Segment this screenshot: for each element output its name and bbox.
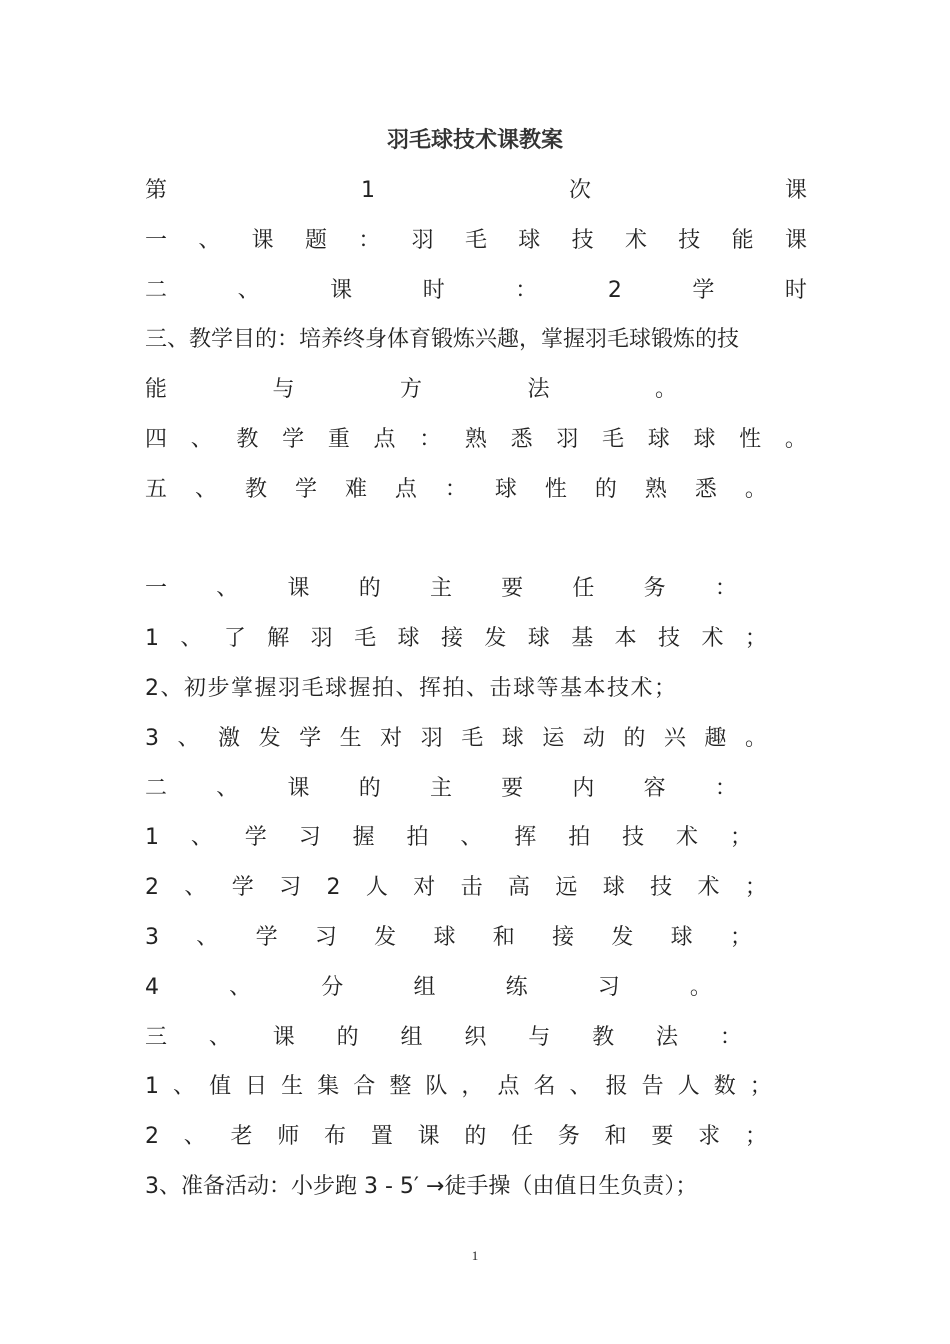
line-token: 对: [380, 725, 403, 751]
document-line: [145, 224, 807, 258]
line-token: 第: [145, 178, 168, 203]
line-token: 、: [460, 825, 483, 851]
line-token: 、: [183, 1124, 206, 1150]
line-token: 数: [713, 1074, 736, 1100]
line-token: 学: [231, 875, 254, 901]
line-token: 球: [501, 725, 524, 751]
line-token: 组: [413, 974, 436, 1000]
line-token: 主: [429, 576, 452, 602]
line-token: 兴: [663, 725, 686, 751]
line-token: 的: [336, 1024, 359, 1050]
line-token: 球: [494, 476, 517, 502]
line-token: 能: [145, 377, 168, 403]
line-token: 术: [701, 626, 724, 652]
line-token: 组: [400, 1024, 423, 1050]
line-token: 性: [739, 427, 762, 452]
line-token: 接: [440, 626, 463, 652]
line-token: 重: [327, 427, 350, 452]
line-token: 容: [643, 775, 666, 801]
document-line: 三、教学目的：培养终身体育锻炼兴趣，掌握羽毛球锻炼的技: [145, 327, 740, 353]
page-number: 1: [471, 1248, 479, 1263]
line-token: 习: [298, 825, 321, 851]
line-token: 技: [678, 227, 701, 253]
line-token: 、: [184, 875, 207, 901]
document-line: [145, 1021, 742, 1055]
line-token: 求: [698, 1124, 721, 1150]
line-token: 时: [422, 277, 445, 303]
line-token: 。: [744, 725, 767, 751]
line-token: 羽: [420, 725, 443, 751]
line-token: 和: [604, 1124, 627, 1150]
line-token: 技: [658, 626, 681, 652]
line-token: 羽: [411, 227, 434, 253]
line-token: 次: [568, 178, 591, 203]
line-token: 悉: [510, 427, 533, 452]
line-token: 要: [501, 775, 524, 801]
line-token: ，: [461, 1074, 484, 1100]
line-token: 击: [460, 875, 483, 901]
line-token: 务: [643, 576, 666, 602]
document-line: [145, 373, 677, 407]
line-token: 、: [208, 1024, 231, 1050]
line-token: 。: [784, 427, 807, 452]
line-token: 一: [145, 576, 168, 602]
line-token: 。: [654, 377, 677, 403]
line-token: 师: [277, 1124, 300, 1150]
line-token: 课: [287, 576, 310, 602]
line-token: 球: [602, 875, 625, 901]
line-token: 挥: [514, 825, 537, 851]
line-token: 课: [330, 277, 353, 303]
line-token: 集: [317, 1074, 340, 1100]
line-token: 、: [237, 277, 260, 303]
line-token: 要: [651, 1124, 674, 1150]
document-title: 羽毛球技术课教案: [386, 128, 563, 153]
line-token: 值: [209, 1074, 232, 1100]
line-token: 教: [592, 1024, 615, 1050]
line-token: 队: [425, 1074, 448, 1100]
line-token: 趣: [704, 725, 727, 751]
line-token: 、: [216, 775, 239, 801]
line-token: 悉: [694, 476, 717, 502]
line-token: 习: [597, 974, 620, 1000]
line-token: ：: [714, 576, 737, 602]
line-token: 的: [358, 576, 381, 602]
document-line: [145, 473, 767, 507]
line-token: 人: [365, 875, 388, 901]
line-token: 、: [216, 576, 239, 602]
line-token: 2: [326, 875, 341, 901]
document-line: [145, 274, 807, 308]
line-token: 球: [433, 925, 456, 950]
line-token: 习: [279, 875, 302, 901]
line-token: 。: [689, 974, 712, 1000]
line-token: ：: [515, 277, 538, 303]
line-token: 基: [571, 626, 594, 652]
line-token: 人: [677, 1074, 700, 1100]
line-token: 球: [647, 427, 670, 452]
line-token: ：: [358, 227, 381, 253]
line-token: 生: [281, 1074, 304, 1100]
line-token: 、: [190, 427, 213, 452]
line-token: 。: [744, 476, 767, 502]
line-token: ：: [419, 427, 442, 452]
line-token: 球: [527, 626, 550, 652]
line-token: 老: [230, 1124, 253, 1150]
line-token: 拍: [568, 825, 591, 851]
line-token: 与: [272, 377, 295, 403]
line-token: 1: [145, 1074, 159, 1100]
line-token: 握: [352, 825, 375, 851]
document-line: [145, 423, 807, 457]
line-token: 2: [145, 1124, 159, 1150]
line-token: 2: [145, 875, 159, 901]
line-token: 名: [533, 1074, 556, 1100]
line-token: 解: [267, 626, 290, 652]
line-token: 了: [223, 626, 246, 652]
document-line: [145, 772, 737, 806]
line-token: 、: [177, 725, 200, 751]
line-token: 性: [544, 476, 567, 502]
document-line: [145, 572, 737, 606]
line-token: 熟: [644, 476, 667, 502]
line-token: 球: [518, 227, 541, 253]
line-token: 整: [389, 1074, 412, 1100]
line-token: 发: [484, 626, 507, 652]
document-line: [145, 871, 767, 905]
line-token: 高: [507, 875, 530, 901]
line-token: 主: [429, 775, 452, 801]
line-token: 、: [180, 626, 203, 652]
line-token: 置: [370, 1124, 393, 1150]
line-token: 任: [511, 1124, 534, 1150]
line-token: 球: [693, 427, 716, 452]
line-token: 点: [394, 476, 417, 502]
line-token: 熟: [464, 427, 487, 452]
line-token: 法: [527, 377, 550, 403]
line-token: 生: [339, 725, 362, 751]
line-token: 课: [784, 178, 807, 203]
line-token: 一: [145, 227, 168, 253]
document-line: [145, 921, 752, 955]
line-token: 技: [650, 875, 673, 901]
line-token: ：: [719, 1024, 742, 1050]
line-token: 报: [605, 1074, 628, 1100]
line-token: 时: [784, 277, 807, 303]
line-token: 1: [361, 178, 375, 203]
line-token: 羽: [556, 427, 579, 452]
document-line: [145, 523, 807, 557]
line-token: ；: [729, 925, 752, 950]
line-token: 激: [218, 725, 241, 751]
line-token: 五: [145, 476, 168, 502]
line-token: 1: [145, 825, 159, 851]
line-token: 学: [255, 925, 278, 950]
line-token: 日: [245, 1074, 268, 1100]
line-token: ；: [749, 1074, 772, 1100]
line-token: 毛: [464, 227, 487, 253]
line-token: ；: [744, 1124, 767, 1150]
line-token: 法: [656, 1024, 679, 1050]
line-token: 合: [353, 1074, 376, 1100]
line-token: 、: [196, 925, 219, 950]
document-line: [145, 174, 807, 208]
line-token: 学: [299, 725, 322, 751]
line-token: 任: [572, 576, 595, 602]
line-token: 、: [194, 476, 217, 502]
line-token: 技: [571, 227, 594, 253]
line-token: 点: [373, 427, 396, 452]
line-token: 球: [397, 626, 420, 652]
line-token: 四: [145, 427, 168, 452]
line-token: 和: [492, 925, 515, 950]
line-token: 术: [697, 875, 720, 901]
line-token: 难: [344, 476, 367, 502]
line-token: 羽: [310, 626, 333, 652]
line-token: 分: [321, 974, 344, 1000]
line-token: 习: [314, 925, 337, 950]
document-line: 3、准备活动：小步跑 3 - 5′ →徒手操（由值日生负责）；: [145, 1174, 698, 1199]
line-token: 二: [145, 775, 168, 801]
line-token: 、: [198, 227, 221, 253]
line-token: 4: [145, 974, 159, 1000]
line-token: 3: [145, 925, 159, 950]
line-token: 点: [497, 1074, 520, 1100]
line-token: 三: [145, 1024, 168, 1050]
document-line: [145, 1120, 767, 1154]
line-token: 布: [324, 1124, 347, 1150]
line-token: 能: [731, 227, 754, 253]
line-token: 二: [145, 277, 168, 303]
line-token: 练: [505, 974, 528, 1000]
line-token: 术: [624, 227, 647, 253]
line-token: 要: [501, 576, 524, 602]
line-token: 球: [670, 925, 693, 950]
line-token: ；: [744, 626, 767, 652]
line-token: 、: [229, 974, 252, 1000]
document-line: [145, 971, 712, 1005]
document-line: [145, 722, 767, 756]
line-token: 方: [399, 377, 422, 403]
line-token: 的: [358, 775, 381, 801]
line-token: 与: [528, 1024, 551, 1050]
line-token: 的: [464, 1124, 487, 1150]
document-line: 2、初步掌握羽毛球握拍、挥拍、击球等基本技术；: [145, 676, 678, 701]
line-token: ；: [729, 825, 752, 851]
line-token: 务: [557, 1124, 580, 1150]
document-line: [145, 1070, 772, 1104]
line-token: 术: [676, 825, 699, 851]
line-token: 课: [287, 775, 310, 801]
line-token: 课: [784, 227, 807, 253]
document-line: [145, 821, 752, 855]
line-token: 课: [417, 1124, 440, 1150]
line-token: 3: [145, 725, 159, 751]
line-token: 告: [641, 1074, 664, 1100]
line-token: 运: [542, 725, 565, 751]
line-token: 拍: [406, 825, 429, 851]
line-token: 的: [623, 725, 646, 751]
line-token: 题: [304, 227, 327, 253]
line-token: 教: [236, 427, 259, 452]
line-token: 接: [552, 925, 575, 950]
line-token: 、: [190, 825, 213, 851]
line-token: 学: [294, 476, 317, 502]
line-token: 内: [572, 775, 595, 801]
line-token: 对: [413, 875, 436, 901]
line-token: ：: [444, 476, 467, 502]
line-token: 毛: [461, 725, 484, 751]
line-token: 1: [145, 626, 159, 652]
line-token: 2: [607, 277, 622, 303]
line-token: 课: [272, 1024, 295, 1050]
line-token: 远: [555, 875, 578, 901]
line-token: 的: [594, 476, 617, 502]
line-token: ：: [714, 775, 737, 801]
line-token: 发: [611, 925, 634, 950]
line-token: 、: [173, 1074, 196, 1100]
line-token: 学: [692, 277, 715, 303]
line-token: 课: [251, 227, 274, 253]
line-token: 毛: [602, 427, 625, 452]
line-token: 、: [569, 1074, 592, 1100]
line-token: 教: [244, 476, 267, 502]
line-token: 本: [614, 626, 637, 652]
line-token: 毛: [354, 626, 377, 652]
line-token: 动: [582, 725, 605, 751]
line-token: 学: [282, 427, 305, 452]
line-token: ；: [744, 875, 767, 901]
line-token: 发: [258, 725, 281, 751]
line-token: 技: [622, 825, 645, 851]
line-token: 学: [244, 825, 267, 851]
line-token: 织: [464, 1024, 487, 1050]
document-line: [145, 622, 767, 656]
line-token: 发: [374, 925, 397, 950]
